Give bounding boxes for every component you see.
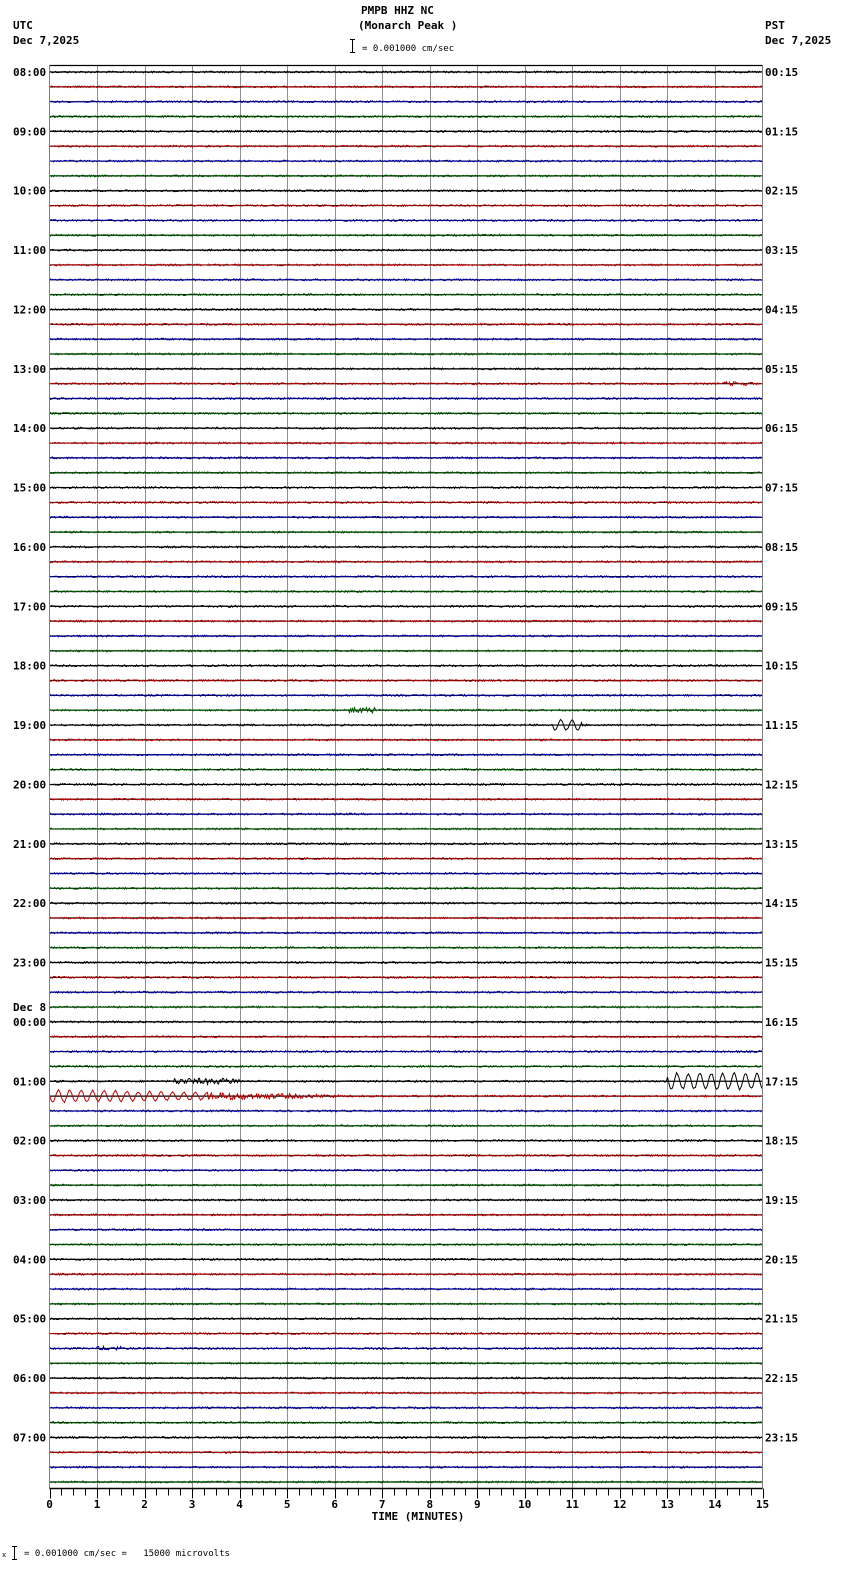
svg-text:10:15: 10:15 [765,659,799,673]
right-date: Dec 7,2025 [765,34,832,47]
svg-text:3: 3 [188,1498,196,1511]
svg-text:06:00: 06:00 [13,1372,47,1386]
svg-text:12:15: 12:15 [765,778,799,792]
svg-text:15:15: 15:15 [765,956,799,970]
svg-text:18:15: 18:15 [765,1134,799,1148]
scale-legend-top: = 0.001000 cm/sec [362,44,455,54]
svg-text:19:15: 19:15 [765,1194,799,1207]
station-title: PMPB HHZ NC [361,4,434,17]
svg-text:12:00: 12:00 [13,303,47,317]
svg-text:22:15: 22:15 [765,1372,799,1386]
svg-text:7: 7 [378,1498,386,1511]
svg-text:12: 12 [613,1498,627,1511]
svg-text:07:00: 07:00 [13,1431,47,1445]
svg-text:11: 11 [565,1498,580,1511]
pst-hour-labels [765,66,798,1445]
svg-text:01:15: 01:15 [765,125,799,139]
svg-text:21:15: 21:15 [765,1312,799,1326]
svg-text:05:15: 05:15 [765,362,799,376]
svg-text:00:00: 00:00 [13,1015,47,1029]
svg-text:03:00: 03:00 [13,1194,47,1207]
svg-text:23:15: 23:15 [765,1431,799,1445]
svg-text:11:15: 11:15 [765,719,799,733]
svg-text:09:15: 09:15 [765,600,799,614]
svg-text:19:00: 19:00 [13,719,47,733]
svg-text:07:15: 07:15 [765,481,799,495]
svg-text:10: 10 [518,1498,532,1511]
svg-text:05:00: 05:00 [13,1312,47,1326]
svg-text:Dec 8: Dec 8 [13,1001,47,1015]
svg-text:18:00: 18:00 [13,659,47,673]
svg-text:03:15: 03:15 [765,244,799,258]
svg-text:02:15: 02:15 [765,184,799,198]
scale-bar-icon-bottom [12,1546,17,1560]
svg-text:6: 6 [331,1498,339,1511]
svg-text:06:15: 06:15 [765,422,799,436]
svg-text:14: 14 [708,1498,722,1511]
right-timezone: PST [765,19,785,32]
svg-text:04:00: 04:00 [13,1253,47,1267]
svg-text:4: 4 [236,1498,243,1511]
left-timezone: UTC [13,19,33,32]
svg-text:1: 1 [93,1498,101,1511]
svg-text:22:00: 22:00 [13,897,47,911]
svg-text:8: 8 [426,1498,434,1511]
svg-text:2: 2 [141,1498,148,1511]
svg-text:14:15: 14:15 [765,897,799,911]
svg-text:0: 0 [46,1498,53,1511]
svg-text:15:00: 15:00 [13,481,47,495]
svg-text:15: 15 [755,1498,770,1511]
station-location: (Monarch Peak ) [358,19,458,32]
svg-text:11:00: 11:00 [13,244,47,258]
svg-text:09:00: 09:00 [13,125,47,139]
svg-text:16:00: 16:00 [13,540,47,554]
x-axis-title: TIME (MINUTES) [371,1510,465,1523]
svg-text:20:00: 20:00 [13,778,47,792]
svg-text:9: 9 [473,1498,481,1511]
svg-text:21:00: 21:00 [13,837,47,851]
svg-text:13: 13 [660,1498,675,1511]
svg-text:13:15: 13:15 [765,837,799,851]
scale-legend-bottom: = 0.001000 cm/sec = 15000 microvolts [24,1549,230,1559]
svg-text:00:15: 00:15 [765,66,799,79]
scale-bar-icon [350,39,355,53]
svg-text:04:15: 04:15 [765,303,799,317]
utc-hour-labels [13,66,46,1445]
time-axis [46,1489,769,1512]
svg-text:17:15: 17:15 [765,1075,799,1089]
svg-text:08:15: 08:15 [765,540,799,554]
seismic-traces [50,71,763,1483]
scale-prefix: x [2,1551,7,1559]
svg-text:08:00: 08:00 [13,66,47,79]
svg-text:10:00: 10:00 [13,184,47,198]
svg-text:5: 5 [283,1498,291,1511]
svg-text:17:00: 17:00 [13,600,47,614]
svg-text:13:00: 13:00 [13,362,47,376]
svg-text:01:00: 01:00 [13,1075,47,1089]
svg-text:16:15: 16:15 [765,1015,799,1029]
left-date: Dec 7,2025 [13,34,80,47]
svg-text:23:00: 23:00 [13,956,47,970]
svg-text:20:15: 20:15 [765,1253,799,1267]
svg-text:14:00: 14:00 [13,422,47,436]
svg-text:02:00: 02:00 [13,1134,47,1148]
